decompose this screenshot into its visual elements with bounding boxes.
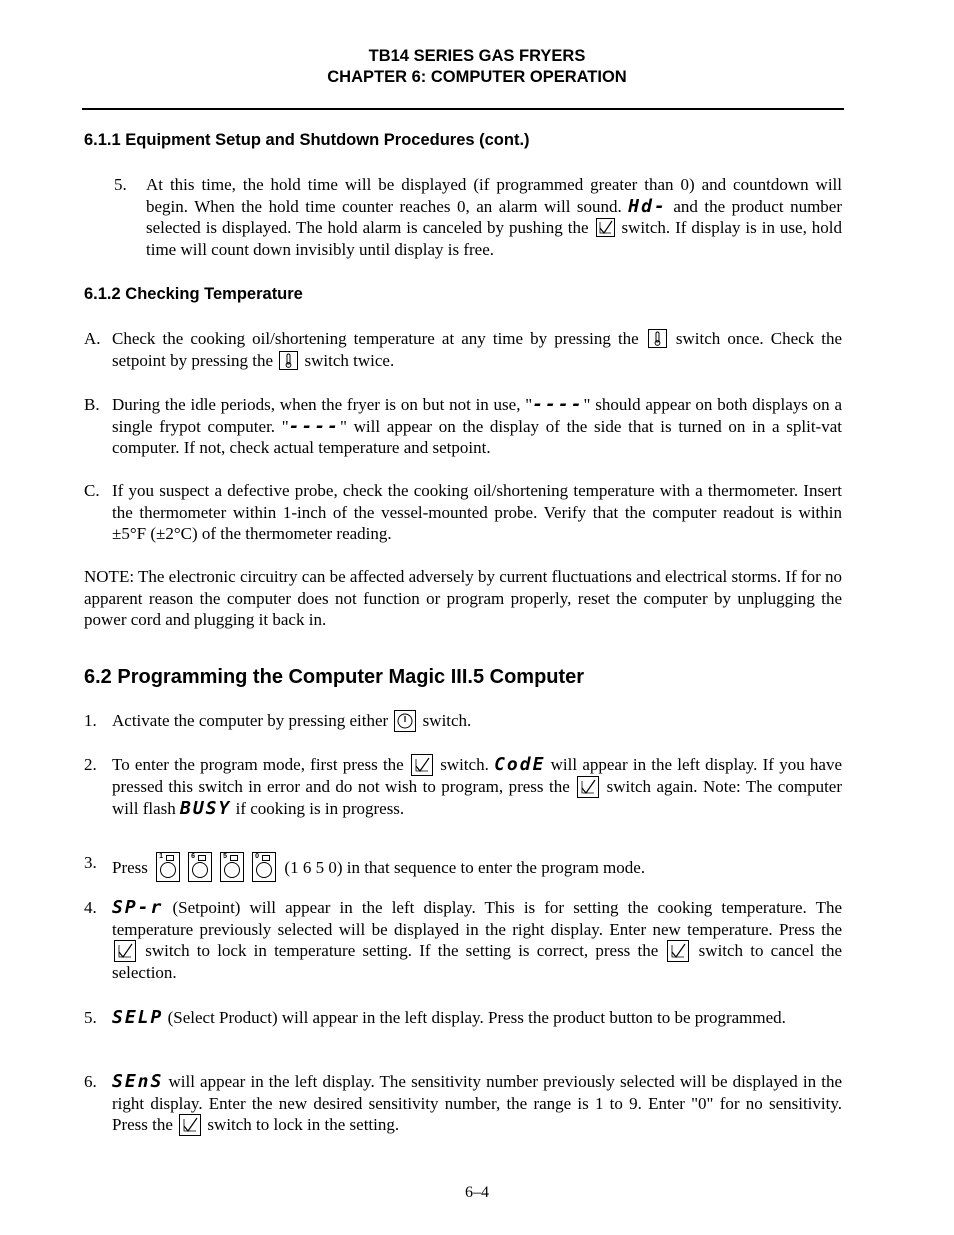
item-text: At this time, the hold time will be displayed (if programmed greater than 0) and countdown will begin. When the hold time counter reaches 0, an alarm will sound. Hd- and the product number selected is displayed. The hold alarm is canceled by pushing the switch. If display is in use, hold time will count down invisibly until display is free. (146, 175, 843, 259)
step-5-select-product (84, 1007, 842, 1029)
key-6-icon: 6 (188, 852, 212, 882)
step-5-hold-time (84, 174, 842, 260)
lcd-hd: Hd- (628, 195, 667, 217)
step-1-activate (84, 710, 842, 732)
step-4-setpoint (84, 897, 842, 984)
thermometer-icon (279, 351, 298, 370)
lcd-dashes: ---- (288, 415, 341, 437)
item-a-check-temperature (84, 328, 842, 371)
key-1-icon: 1 (156, 852, 180, 882)
lcd-sens: SEnS (112, 1071, 164, 1092)
item-text: Activate the computer by pressing either switch. (112, 711, 472, 730)
check-icon (114, 940, 136, 962)
header-chapter: CHAPTER 6: COMPUTER OPERATION (327, 68, 627, 86)
check-icon (411, 754, 433, 776)
header-title: TB14 SERIES GAS FRYERS (368, 47, 586, 65)
item-letter: A. (84, 329, 101, 348)
item-b-idle-display (84, 394, 842, 459)
item-letter: B. (84, 395, 100, 414)
item-text: If you suspect a defective probe, check the cooking oil/shortening temperature with a thermometer. Insert the thermometer within 1-inch of the vessel-mounted probe. Verify that the computer readout is within ±5°F (±2°C) of the thermometer reading. (112, 481, 842, 543)
key-5-icon: 5 (220, 852, 244, 882)
step-3-enter-code (84, 852, 842, 882)
check-icon (667, 940, 689, 962)
header-rule (82, 108, 844, 110)
check-icon (596, 218, 615, 237)
item-letter: C. (84, 481, 100, 500)
item-text: During the idle periods, when the fryer is on but not in use, "----" should appear on both displays on a single frypot computer. "----" will appear on the display of the side that is turned on in a split-vat computer. If not, check actual temperature and setpoint. (112, 394, 842, 457)
heading-6-2: 6.2 Programming the Computer Magic III.5 Computer (84, 666, 585, 688)
lcd-sp-r: SP-r (112, 897, 164, 918)
item-text: To enter the program mode, first press the switch. CodE will appear in the left display. If you have pressed this switch in error and do not wish to program, press the switch again. Note: The computer will flash BUSY if cooking is in progress. (112, 754, 843, 819)
item-text: Press 1 6 5 0 (1 6 5 0) in that sequence to enter the program mode. (112, 852, 842, 882)
item-number: 1. (84, 711, 97, 730)
item-text: SEnS will appear in the left display. The sensitivity number previously selected will be displayed in the right display. Enter the new desired sensitivity number, the range is 1 to 9. Enter "0" for no sensitivity. Press the switch to lock in the setting. (112, 1071, 842, 1134)
power-icon (394, 710, 416, 732)
item-text: Check the cooking oil/shortening temperature at any time by pressing the switch once. Check the setpoint by pressing the switch twice. (112, 329, 843, 370)
lcd-selp: SELP (112, 1007, 164, 1028)
key-0-icon: 0 (252, 852, 276, 882)
check-icon (179, 1114, 201, 1136)
lcd-code: CodE (494, 754, 546, 775)
check-icon (577, 776, 599, 798)
item-number: 3. (84, 853, 97, 872)
heading-6-1-2: 6.1.2 Checking Temperature (84, 285, 303, 303)
step-2-program-mode (84, 754, 842, 820)
note-paragraph: NOTE: The electronic circuitry can be affected adversely by current fluctuations and electrical storms. If for no apparent reason the computer does not function or program properly, reset the computer by unplugging the power cord and plugging it back in. (84, 567, 842, 629)
page-number: 6–4 (465, 1184, 489, 1201)
item-number: 5. (114, 175, 127, 194)
item-number: 5. (84, 1008, 97, 1027)
item-c-defective-probe (84, 480, 842, 545)
heading-6-1-1: 6.1.1 Equipment Setup and Shutdown Procedures (cont.) (84, 131, 530, 149)
item-number: 2. (84, 755, 97, 774)
item-text: SELP (Select Product) will appear in the left display. Press the product button to be programmed. (112, 1007, 786, 1028)
item-number: 6. (84, 1072, 97, 1091)
thermometer-icon (648, 329, 667, 348)
item-text: SP-r (Setpoint) will appear in the left display. This is for setting the cooking temperature. The temperature previously selected will be displayed in the right display. Enter new temperature. Press the switch to lock in temperature setting. If the setting is correct, press the switch to cancel the selection. (112, 897, 843, 982)
item-number: 4. (84, 898, 97, 917)
lcd-busy: BUSY (180, 798, 232, 819)
lcd-dashes: ---- (532, 394, 584, 415)
step-6-sensitivity (84, 1071, 842, 1136)
